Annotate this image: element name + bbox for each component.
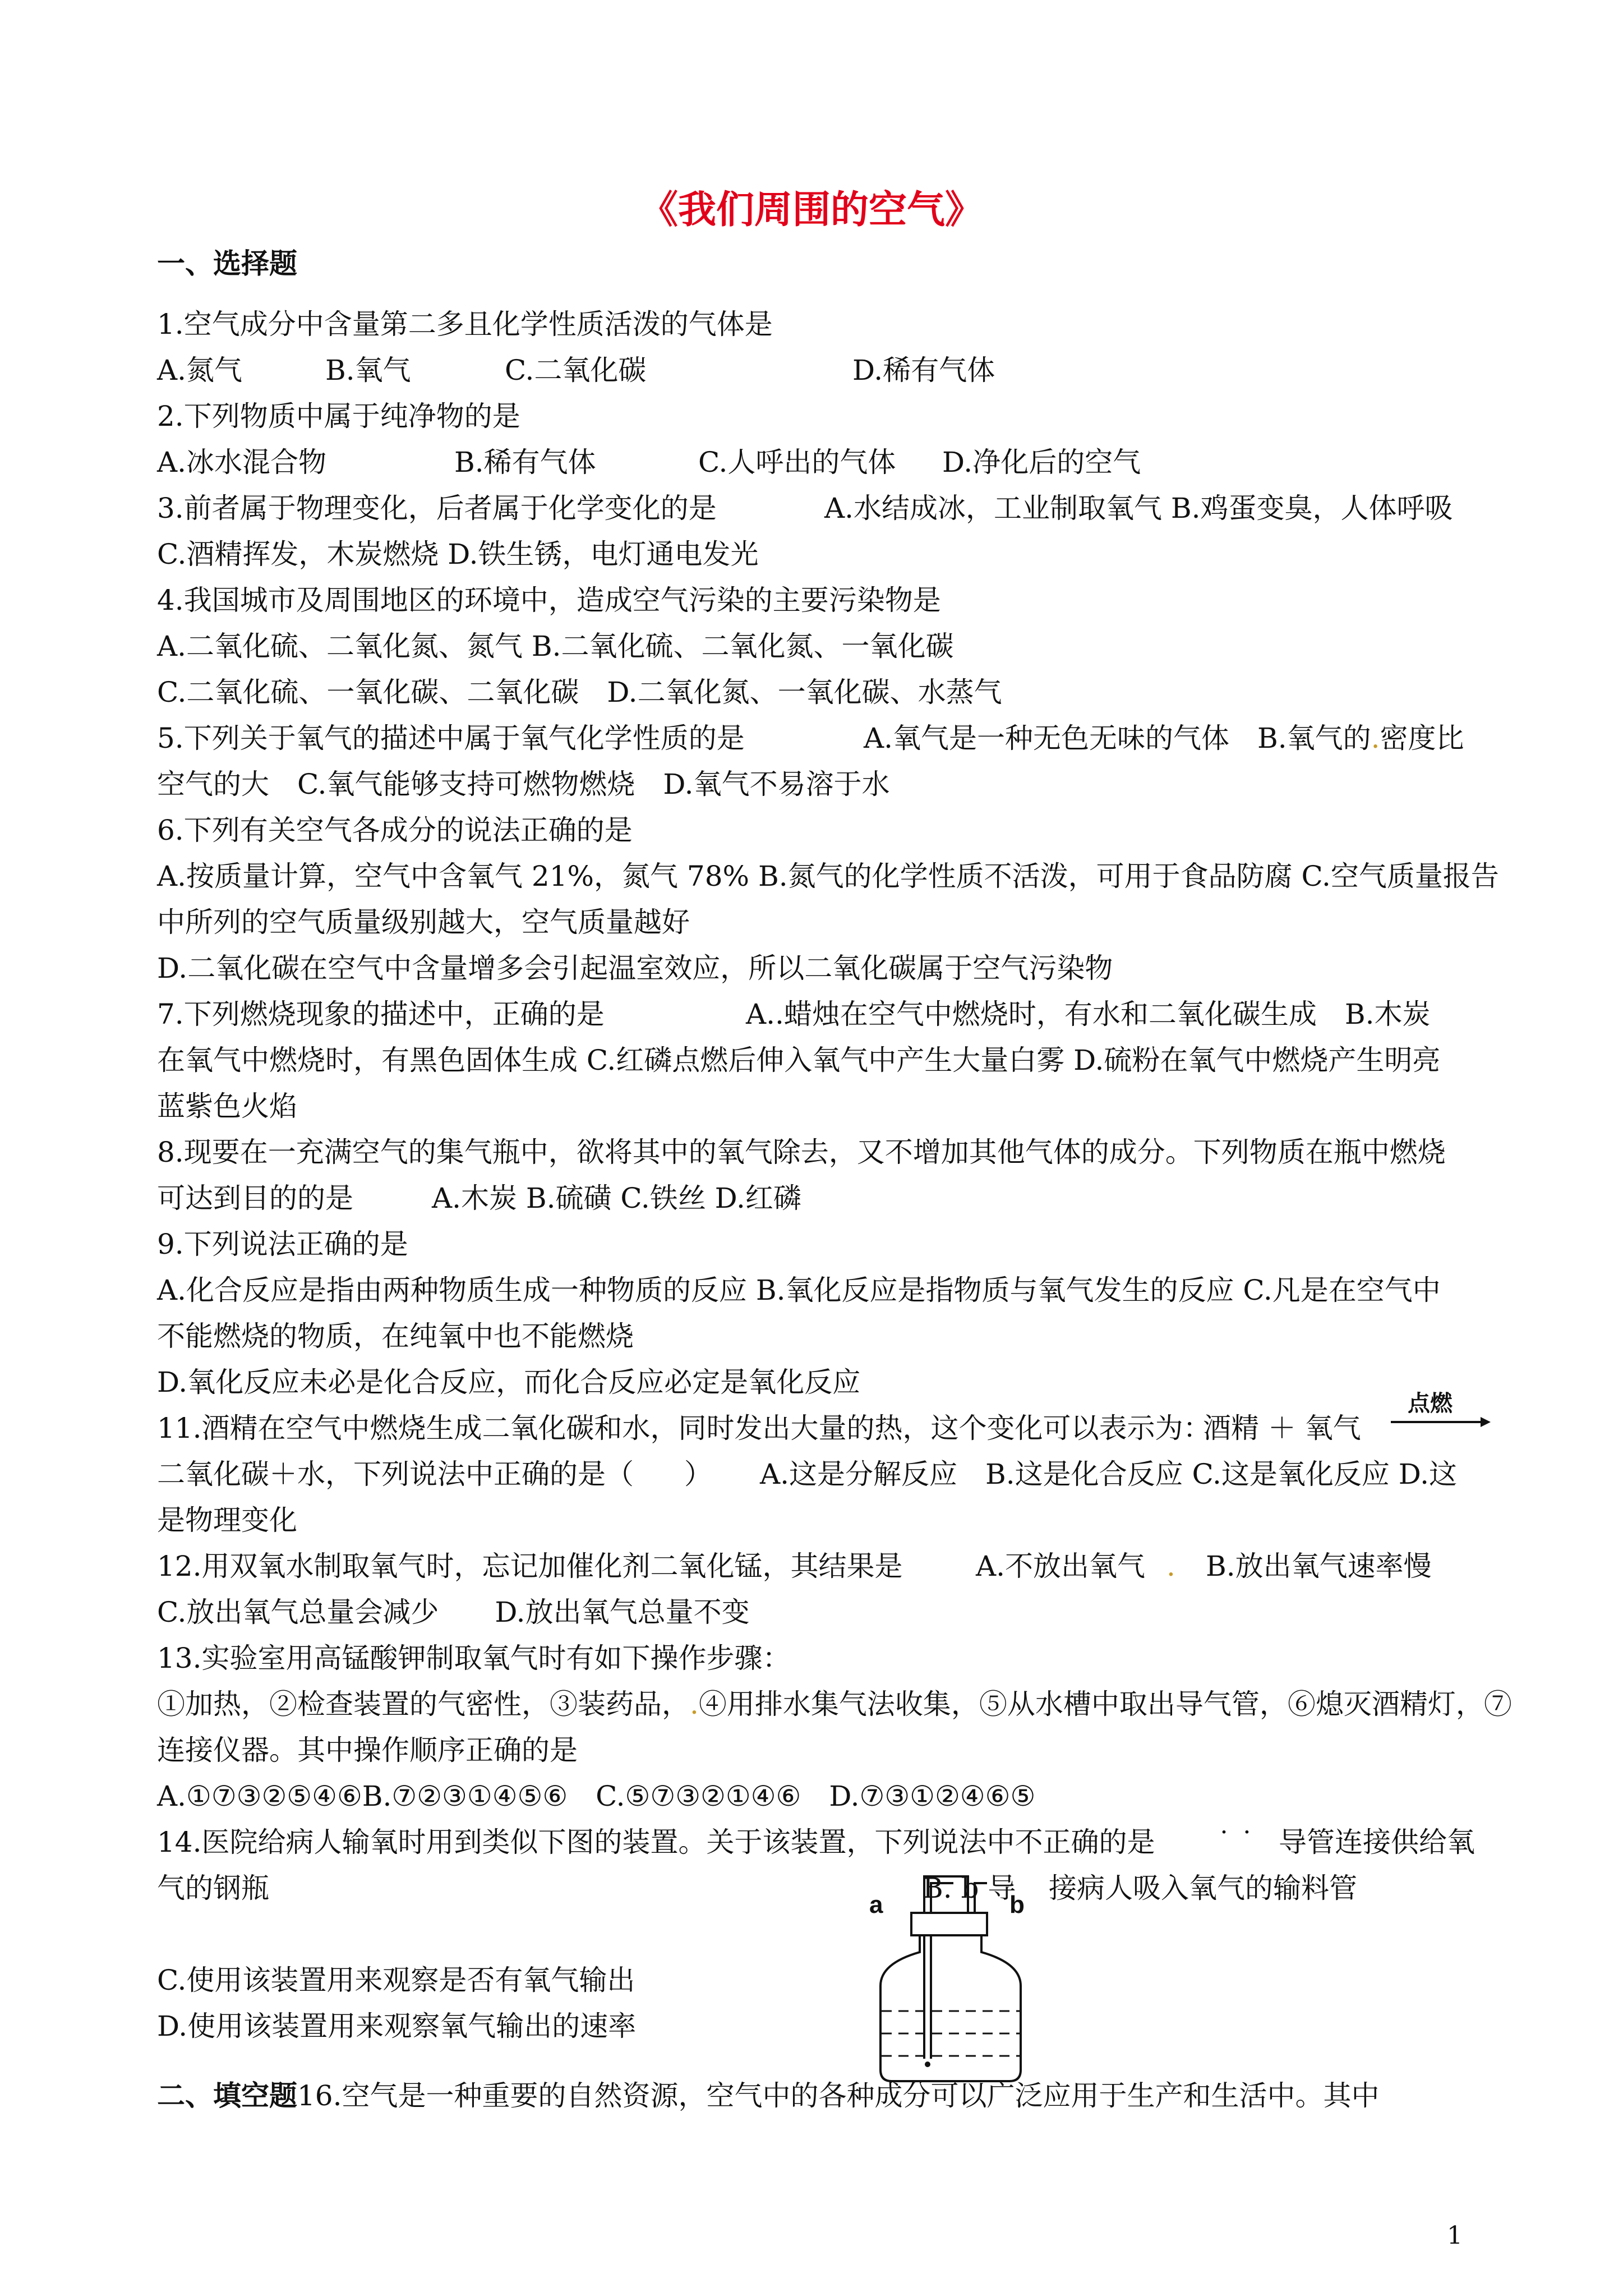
question-3: 3.前者属于物理变化，后者属于化学变化的是	[157, 492, 717, 524]
q7-options-bcd: 在氧气中燃烧时，有黑色固体生成 C.红磷点燃后伸入氧气中产生大量白雾 D.硫粉在氧气中燃烧产生明亮	[157, 1044, 1441, 1076]
q14-option-a-head: ˙ ˙	[1217, 1826, 1254, 1858]
tube-label-b: b	[1009, 1891, 1025, 1918]
question-13: 13.实验室用高锰酸钾制取氧气时有如下操作步骤：	[157, 1642, 791, 1674]
question-4: 4.我国城市及周围地区的环境中，造成空气污染的主要污染物是	[157, 584, 941, 616]
q11-equation-right: 二氧化碳＋水，下列说法中正确的是（	[157, 1458, 634, 1490]
q3-options-cd: C.酒精挥发，木炭燃烧 D.铁生锈，电灯通电发光	[157, 538, 759, 570]
q4-options-ab: A.二氧化硫、二氧化氮、氮气 B.二氧化硫、二氧化氮、一氧化碳	[157, 630, 954, 662]
q5-options-ab	[864, 724, 1464, 752]
q4-options-cd: C.二氧化硫、一氧化碳、二氧化碳 D.二氧化氮、一氧化碳、水蒸气	[157, 676, 1002, 708]
page-number: 1	[1447, 2221, 1463, 2250]
reaction-arrow	[1391, 1386, 1492, 1442]
q14-option-b: 接病人吸入氧气的输料管	[1049, 1872, 1357, 1904]
page-title: 《我们周围的空气》	[639, 188, 983, 232]
question-6: 6.下列有关空气各成分的说法正确的是	[157, 814, 633, 846]
question-5: 5.下列关于氧气的描述中属于氧气化学性质的是	[157, 722, 745, 754]
q11-options: A.这是分解反应 B.这是化合反应 C.这是氧化反应 D.这	[760, 1458, 1457, 1490]
q11-paren-close: ）	[684, 1458, 712, 1490]
question-14: 14.医院给病人输氧时用到类似下图的装置。关于该装置，下列说法中不正确的是	[157, 1826, 1155, 1858]
q12-stray-dot	[1166, 1552, 1175, 1580]
q13-steps-cont: 连接仪器。其中操作顺序正确的是	[157, 1734, 578, 1766]
q9-option-c-cont: 不能燃烧的物质，在纯氧中也不能燃烧	[157, 1320, 634, 1352]
q2-option-c: C.人呼出的气体	[698, 446, 896, 478]
question-7: 7.下列燃烧现象的描述中，正确的是	[157, 998, 605, 1030]
question-8: 8.现要在一充满空气的集气瓶中，欲将其中的氧气除去，又不增加其他气体的成分。下列物质在瓶中燃烧	[157, 1136, 1446, 1168]
q14-option-c: C.使用该装置用来观察是否有氧气输出	[157, 1964, 635, 1996]
q14-option-d: D.使用该装置用来观察氧气输出的速率	[157, 2010, 637, 2042]
question-8-cont: 可达到目的的是	[157, 1182, 353, 1214]
q5-option-text: A.氧气是一种无色无味的气体 B.氧气的	[864, 722, 1371, 754]
q14-option-a: 导管连接供给氧	[1279, 1826, 1475, 1858]
q13-steps-b: ④用排水集气法收集，⑤从水槽中取出导气管，⑥熄灭酒精灯，⑦	[698, 1688, 1512, 1720]
q12-option-b: B.放出氧气速率慢	[1206, 1550, 1432, 1582]
q1-option-a: A.氮气	[157, 354, 243, 386]
q9-option-d: D.氧化反应未必是化合反应，而化合反应必定是氧化反应	[157, 1366, 861, 1398]
q13-steps-a: ①加热，②检查装置的气密性，③装药品，	[157, 1688, 690, 1720]
q11-line-2	[157, 1460, 712, 1488]
q14-option-b-label: B. b 导	[923, 1872, 1016, 1904]
q13-steps	[157, 1690, 1512, 1718]
q9-options-abc: A.化合反应是指由两种物质生成一种物质的反应 B.氧化反应是指物质与氧气发生的反应 C.凡是在空气中	[157, 1274, 1441, 1306]
q7-options-ab: A..蜡烛在空气中燃烧时，有水和二氧化碳生成 B.木炭	[746, 998, 1431, 1030]
q6-options-abc: A.按质量计算，空气中含氧气 21%，氮气 78% B.氮气的化学性质不活泼，可用于食品防腐 C.空气质量报告	[157, 860, 1499, 892]
stray-dot: .	[690, 1688, 699, 1720]
fill-section	[157, 2079, 1380, 2112]
q13-options: A.①⑦③②⑤④⑥B.⑦②③①④⑤⑥ C.⑤⑦③②①④⑥ D.⑦③①②④⑥⑤	[157, 1780, 1036, 1812]
q1-option-d: D.稀有气体	[852, 354, 995, 386]
bottle-diagram	[858, 1874, 1049, 2087]
q11-equation-left: 酒精 ＋ 氧气	[1203, 1412, 1361, 1444]
q6-option-d: D.二氧化碳在空气中含量增多会引起温室效应，所以二氧化碳属于空气污染物	[157, 952, 1113, 984]
q2-option-d: D.净化后的空气	[942, 446, 1141, 478]
question-1: 1.空气成分中含量第二多且化学性质活泼的气体是	[157, 308, 773, 341]
q1-option-c: C.二氧化碳	[505, 354, 647, 386]
q5-options-cd: 空气的大 C.氧气能够支持可燃物燃烧 D.氧气不易溶于水	[157, 768, 890, 800]
q11-option-d-cont: 是物理变化	[157, 1504, 297, 1536]
question-16: 16.空气是一种重要的自然资源，空气中的各种成分可以广泛应用于生产和生活中。其中	[297, 2079, 1380, 2112]
q5-option-text-end: 密度比	[1380, 722, 1464, 754]
question-2: 2.下列物质中属于纯净物的是	[157, 400, 520, 432]
question-12: 12.用双氧水制取氧气时，忘记加催化剂二氧化锰，其结果是	[157, 1550, 903, 1582]
section-heading-choice: 一、选择题	[157, 247, 297, 280]
q12-options-cd: C.放出氧气总量会减少 D.放出氧气总量不变	[157, 1596, 750, 1628]
question-11: 11.酒精在空气中燃烧生成二氧化碳和水，同时发出大量的热，这个变化可以表示为：	[157, 1412, 1211, 1444]
q7-option-d-cont: 蓝紫色火焰	[157, 1090, 297, 1122]
q14-option-a-cont: 气的钢瓶	[157, 1872, 269, 1904]
q1-option-b: B.氧气	[325, 354, 411, 386]
q3-options-ab: A.水结成冰，工业制取氧气 B.鸡蛋变臭，人体呼吸	[824, 492, 1453, 524]
q2-option-a: A.冰水混合物	[157, 446, 327, 478]
stray-dot: .	[1371, 722, 1380, 754]
q12-option-a: A.不放出氧气	[976, 1550, 1146, 1582]
arrow-icon	[1391, 1414, 1492, 1430]
q2-option-b: B.稀有气体	[454, 446, 596, 478]
ignite-condition-label: 点燃	[1408, 1391, 1453, 1416]
question-9: 9.下列说法正确的是	[157, 1228, 408, 1260]
q6-option-c-cont: 中所列的空气质量级别越大，空气质量越好	[157, 906, 690, 938]
stray-dot: .	[1166, 1550, 1175, 1582]
q8-options: A.木炭 B.硫磺 C.铁丝 D.红磷	[432, 1182, 801, 1214]
gas-washing-bottle-figure	[858, 1874, 1049, 2089]
tube-label-a: a	[869, 1891, 883, 1918]
section-heading-fill: 二、填空题	[157, 2079, 297, 2112]
